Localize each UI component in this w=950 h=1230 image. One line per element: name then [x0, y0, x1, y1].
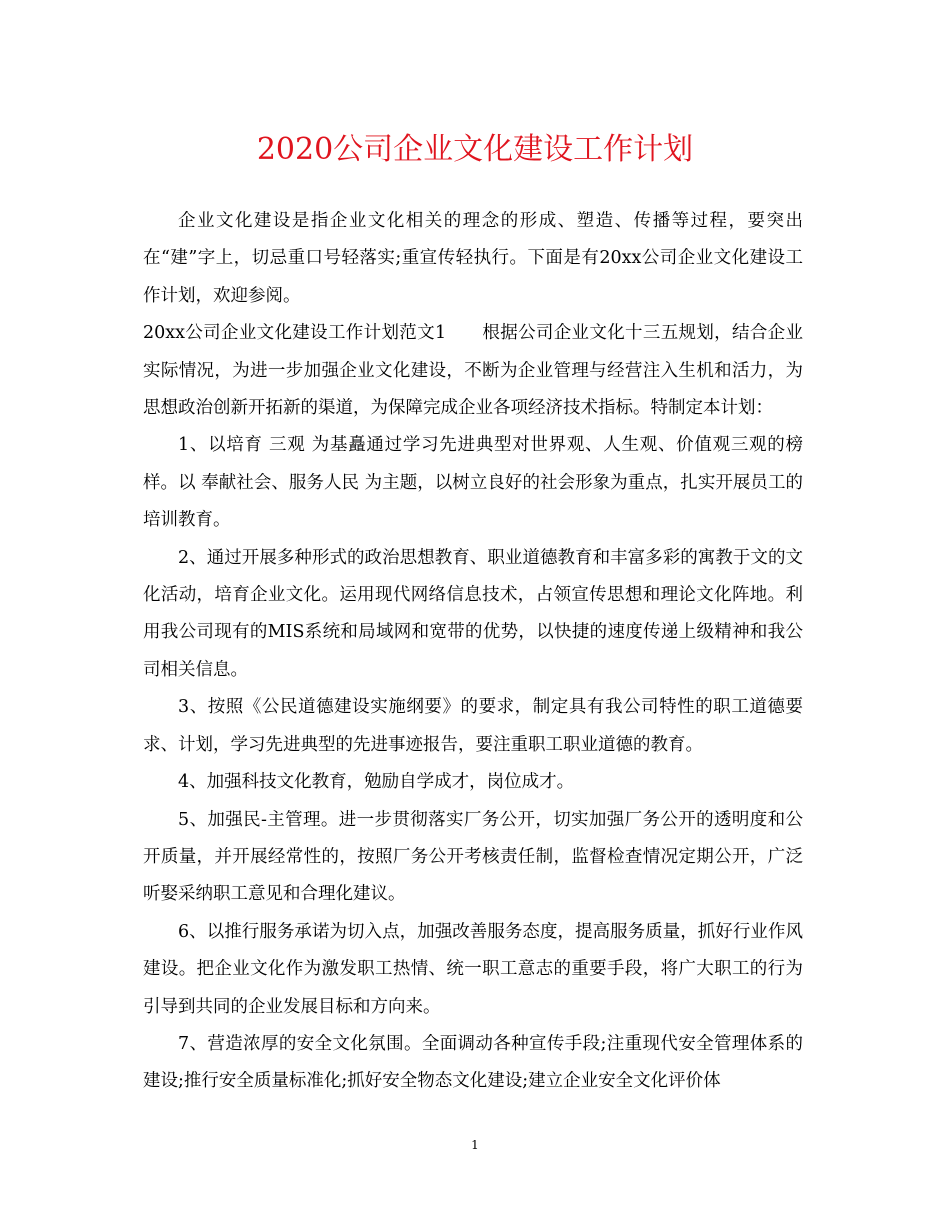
intro-paragraph: 企业文化建设是指企业文化相关的理念的形成、塑造、传播等过程，要突出在“建”字上，切忌重口号轻落实;重宣传轻执行。下面是有20xx公司企业文化建设工作计划，欢迎参阅。: [143, 211, 803, 306]
sample-intro: 根据公司企业文化十三五规划，结合企业实际情况，为进一步加强企业文化建设，不断为企业管理与经营注入生机和活力，为思想政治创新开拓新的渠道，为保障完成企业各项经济技术指标。特制定本计划：: [143, 323, 804, 419]
sample-heading: 20xx公司企业文化建设工作计划范文1: [143, 323, 447, 344]
plan-item-7: 7、营造浓厚的安全文化氛围。全面调动各种宣传手段;注重现代安全管理体系的建设;推行安全质量标准化;抓好安全物态文化建设;建立企业安全文化评价体: [143, 1033, 803, 1092]
document-body: [143, 203, 803, 1101]
plan-item-5: 5、加强民-主管理。进一步贯彻落实厂务公开，切实加强厂务公开的透明度和公开质量，并开展经常性的，按照厂务公开考核责任制，监督检查情况定期公开，广泛听娶采纳职工意见和合理化建议。: [143, 809, 803, 905]
page-number: 1: [471, 1138, 479, 1152]
document-title: 2020公司企业文化建设工作计划: [256, 132, 694, 167]
sample-paragraph: [143, 315, 803, 427]
plan-item-1: 1、以培育 三观 为基矗通过学习先进典型对世界观、人生观、价值观三观的榜样。以 奉献社会、服务人民 为主题，以树立良好的社会形象为重点，扎实开展员工的培训教育。: [143, 435, 803, 531]
plan-item-2: 2、通过开展多种形式的政治思想教育、职业道德教育和丰富多彩的寓教于文的文化活动，培育企业文化。运用现代网络信息技术，占领宣传思想和理论文化阵地。利用我公司现有的MIS系统和局域网和宽带的优势，以快捷的速度传递上级精神和我公司相关信息。: [143, 547, 803, 680]
plan-item-6: 6、以推行服务承诺为切入点，加强改善服务态度，提高服务质量，抓好行业作风建设。把企业文化作为激发职工热情、统一职工意志的重要手段，将广大职工的行为引导到共同的企业发展目标和方向来。: [143, 921, 803, 1017]
plan-item-4: 4、加强科技文化教育，勉励自学成才，岗位成才。: [178, 772, 575, 793]
plan-item-3: 3、按照《公民道德建设实施纲要》的要求，制定具有我公司特性的职工道德要求、计划，学习先进典型的先进事迹报告，要注重职工职业道德的教育。: [143, 697, 803, 755]
